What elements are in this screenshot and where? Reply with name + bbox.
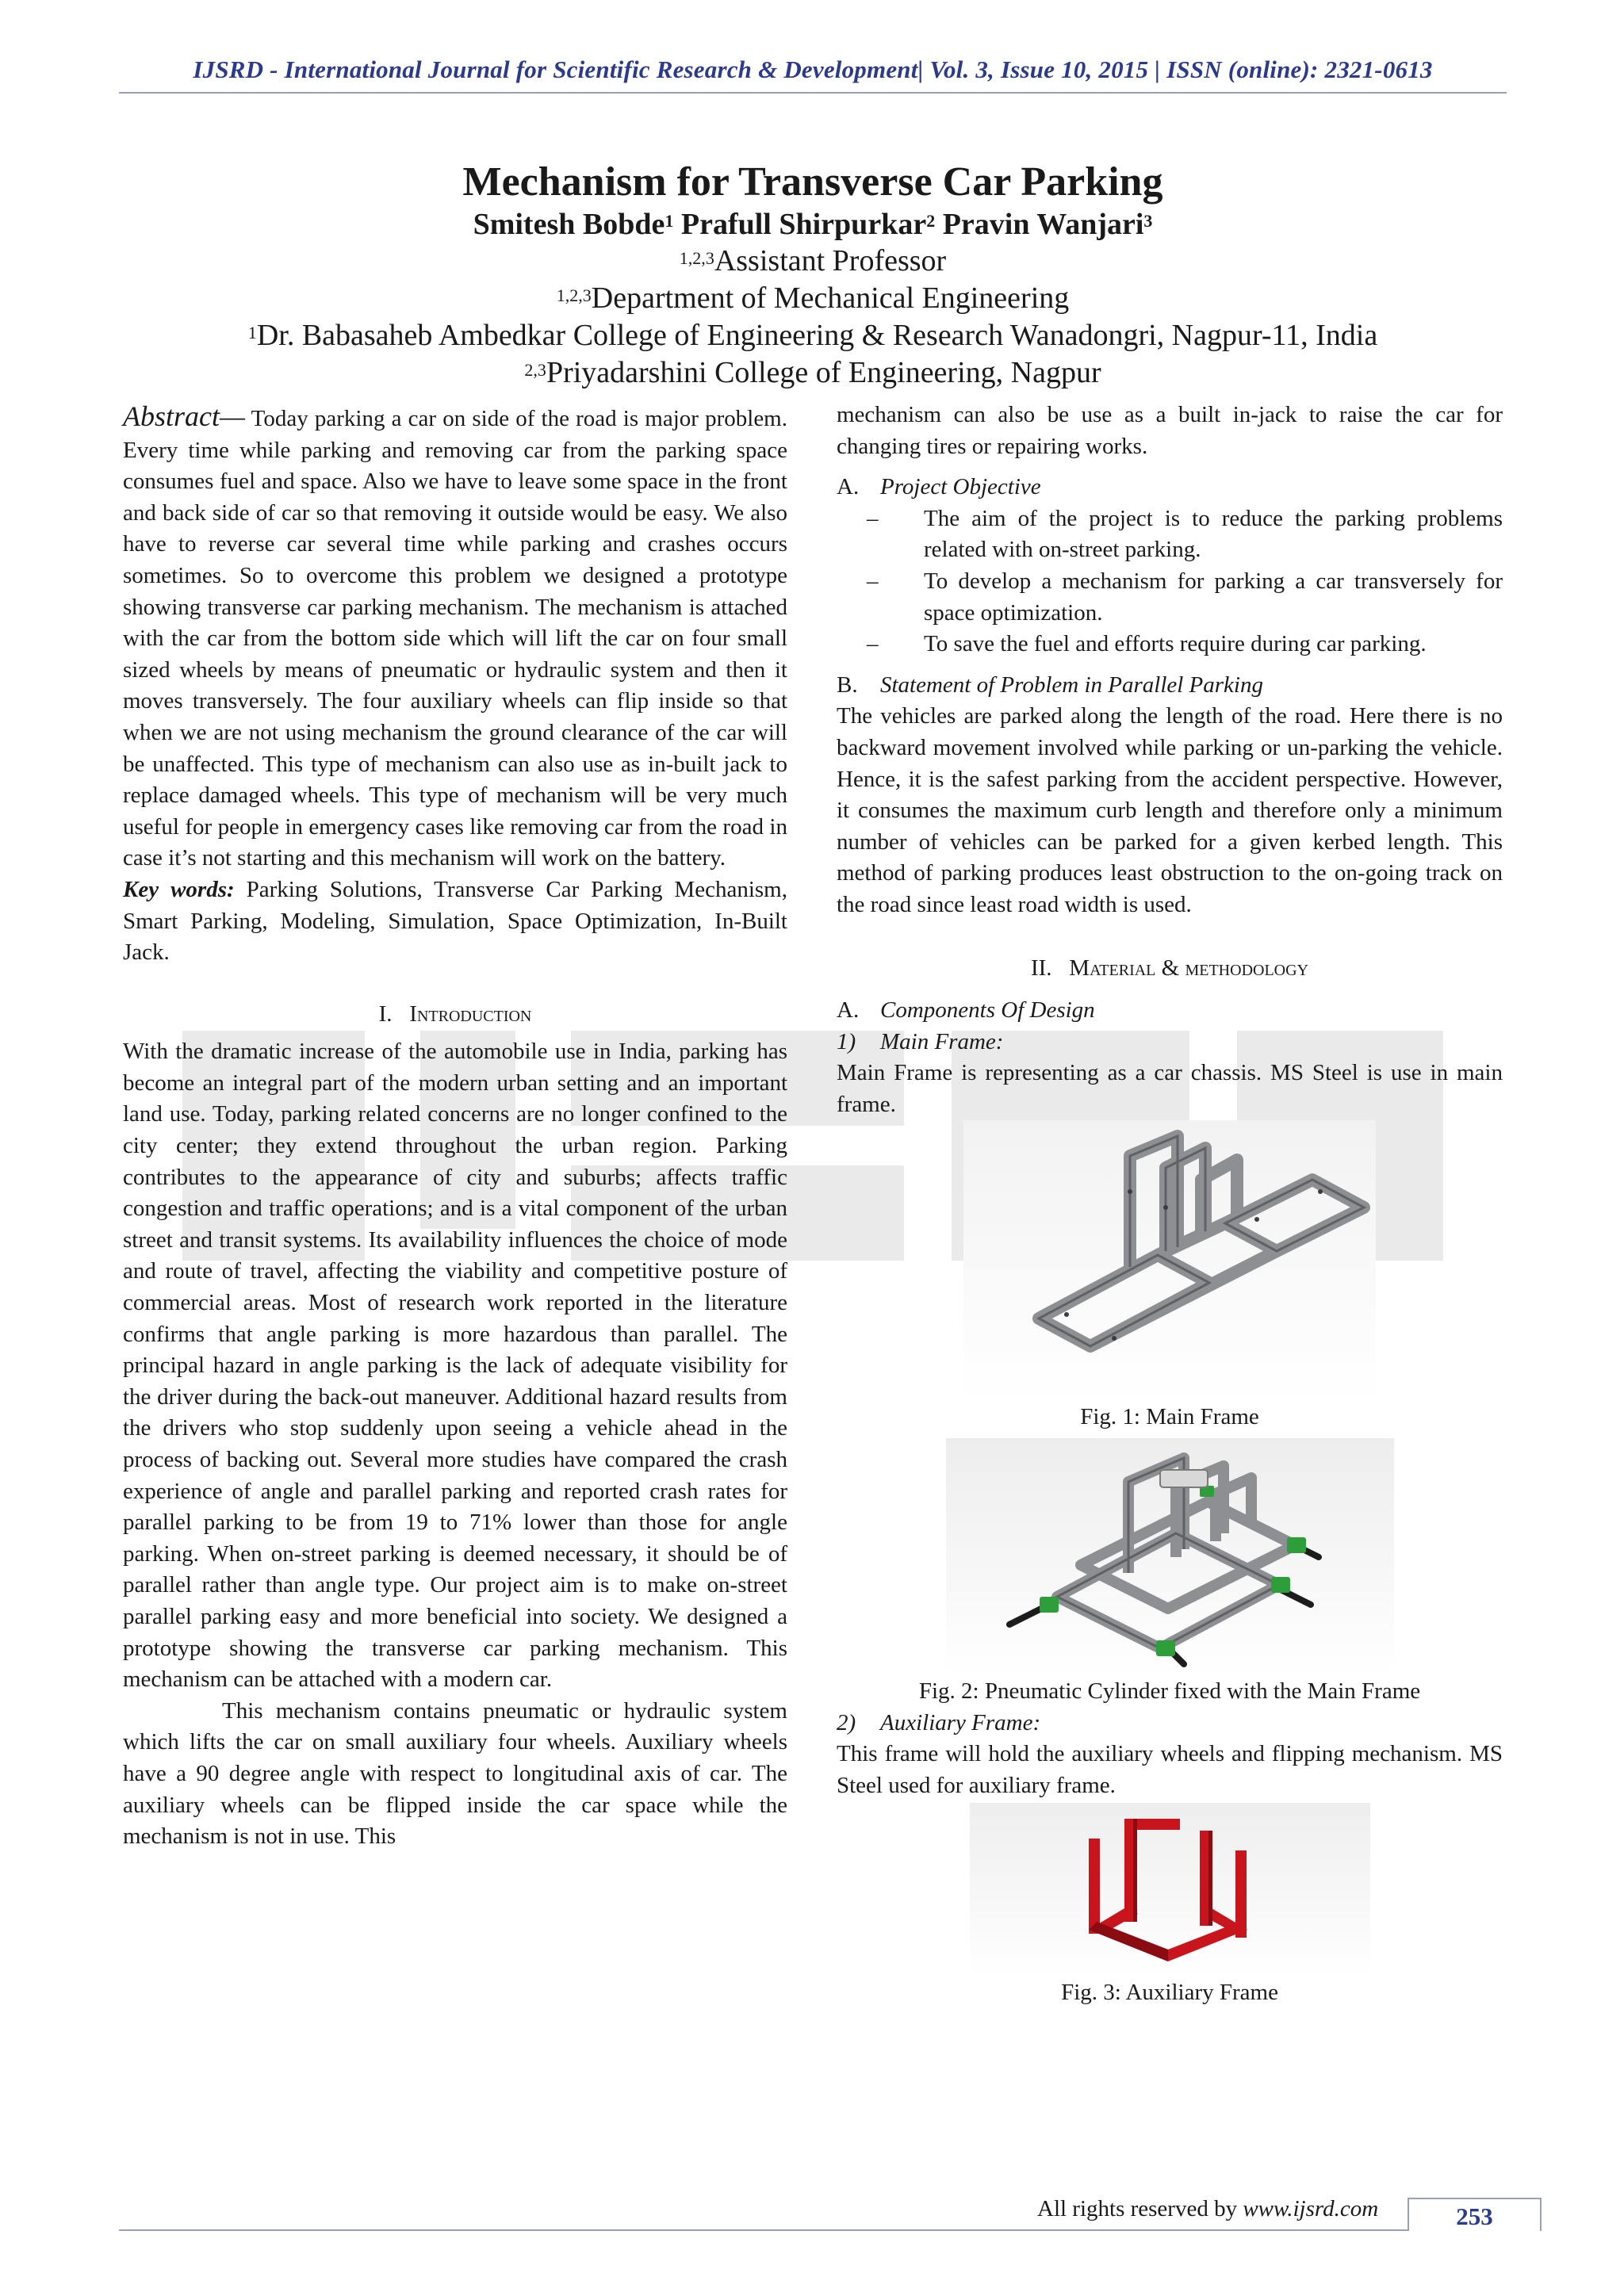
pneumatic-frame-render (946, 1438, 1394, 1676)
item-heading-main-frame: 1) Main Frame: (837, 1028, 1004, 1054)
author-name: Pravin Wanjari (942, 208, 1144, 241)
objective-bullet: – The aim of the project is to reduce the parking problems related with on-street parking. (867, 505, 1503, 563)
header-rule (119, 92, 1507, 94)
abstract-text: Today parking a car on side of the road is major problem. Every time while parking and removing car from the parking space consumes fuel and space. Also we have to leave some space in the front and back side of car so that removing it outside would be easy. We also have to reverse car several time while parking and crashes occurs sometimes. So to overcome this problem we designed a prototype showing transverse car parking mechanism. The mechanism is attached with the car from the bottom side which will lift the car on four small sized wheels by means of pneumatic or hydraulic system and then it moves transversely. The four auxiliary wheels can flip inside so that when we are not using mechanism the ground clearance of the car will be unaffected. This type of mechanism can also use as in-built jack to replace damaged wheels. This type of mechanism will be very much useful for people in emergency cases like removing car from the road in case it’s not starting and this mechanism will work on the battery. (123, 406, 787, 871)
figure-auxiliary-frame (970, 1803, 1370, 1977)
affiliation: $^{1,2,3}$Assistant Professor (679, 244, 947, 277)
footer-rule (119, 2229, 1507, 2231)
right-column (837, 400, 1503, 2009)
running-header: IJSRD - International Journal for Scientific Research & Development| Vol. 3, Issue 10, 2015 | ISSN (online): 2321-0613 (193, 55, 1433, 83)
keywords-label: Key words: (123, 876, 235, 902)
affiliation: $^{2,3}$Priyadarshini College of Engineering, Nagpur (524, 356, 1101, 389)
intro-paragraph: This mechanism contains pneumatic or hydraulic system which lifts the car on small auxiliary four wheels. Auxiliary wheels have a 90 degree angle with respect to longitudinal axis of car. The auxiliary wheels can be flipped inside the car space while the mechanism is not in use. This (123, 1697, 787, 1850)
intro-paragraph-continued: mechanism can also be use as a built in-jack to raise the car for changing tires or repairing works. (837, 402, 1503, 459)
intro-paragraph: With the dramatic increase of the automobile use in India, parking has become an integral part of the modern urban setting and an important land use. Today, parking related concerns are no longer confined to the city center; they extend throughout the urban region. Parking contributes to the appearance of city and suburbs; affects traffic congestion and traffic operations; and is a vital component of the urban street and transit systems. Its availability influences the choice of mode and route of travel, affecting the viability and competitive posture of commercial areas. Most of research work reported in the literature confirms that angle parking is more hazardous than parallel. The principal hazard in angle parking is the lack of adequate visibility for the driver during the back-out maneuver. Additional hazard results from the drivers who stop suddenly upon seeing a vehicle ahead in the process of backing out. Several more studies have compared the crash experience of angle and parallel parking and reported crash rates for parallel parking to be from 19 to 71% lower than those for angle parking. When on-street parking is deemed necessary, it should be of parallel rather than angle type. Our project aim is to make on-street parallel parking easy and more beneficial into society. We designed a prototype showing the transverse car parking mechanism. This mechanism can be attached with a modern car. (123, 1039, 787, 1693)
auxiliary-frame-text: This frame will hold the auxiliary wheels and flipping mechanism. MS Steel used for auxiliary frame. (837, 1741, 1503, 1798)
author-list (119, 206, 1507, 243)
affiliation: $^{1,2,3}$Department of Mechanical Engineering (556, 281, 1070, 315)
page-number: 253 (1408, 2198, 1542, 2231)
main-frame-render (963, 1120, 1376, 1402)
footer-rights: All rights reserved by www.ijsrd.com (1037, 2196, 1379, 2221)
section-heading-methodology: II. Material & methodology (1030, 955, 1309, 981)
subsection-heading-components: A. Components Of Design (837, 997, 1095, 1024)
abstract (123, 401, 787, 874)
author-sup: 2 (926, 211, 936, 231)
problem-paragraph: The vehicles are parked along the length of the road. Here there is no backward movement involved while parking or un-parking the vehicle. Hence, it is the safest parking from the accident perspective. However, it consumes the maximum curb length and therefore only a minimum number of vehicles can be parked for a given kerbed length. This method of parking produces least obstruction to the on-going track on the road since least road width is used. (837, 703, 1503, 917)
auxiliary-frame-render (970, 1803, 1370, 1977)
figure-1-caption: Fig. 1: Main Frame (1080, 1404, 1259, 1430)
subsection-heading-objective: A. Project Objective (837, 474, 1041, 500)
objective-bullet: – To develop a mechanism for parking a car transversely for space optimization. (867, 568, 1503, 626)
objective-bullet: – To save the fuel and efforts require during car parking. (867, 631, 1427, 657)
affiliation: $^1$Dr. Babasaheb Ambedkar College of Engineering & Research Wanadongri, Nagpur-11, India (247, 319, 1378, 352)
figure-3-caption: Fig. 3: Auxiliary Frame (1061, 1980, 1278, 2006)
main-frame-text: Main Frame is representing as a car chassis. MS Steel is use in main frame. (837, 1060, 1503, 1117)
author-sup: 1 (665, 211, 674, 231)
section-heading-introduction: I. Introduction (378, 1001, 532, 1027)
figure-main-frame (963, 1120, 1376, 1402)
title-block (119, 159, 1507, 392)
footer-site-link[interactable]: www.ijsrd.com (1243, 2196, 1379, 2221)
author-name: Smitesh Bobde (473, 208, 665, 241)
keywords-text: Parking Solutions, Transverse Car Parking Mechanism, Smart Parking, Modeling, Simulation, Space Optimization, In-Built Jack. (123, 876, 787, 966)
author-name: Prafull Shirpurkar (680, 208, 927, 241)
author-sup: 3 (1143, 211, 1153, 231)
figure-pneumatic-cylinder (946, 1438, 1394, 1676)
left-column (123, 401, 787, 1853)
keywords (123, 874, 787, 969)
abstract-label: Abstract— (123, 400, 246, 432)
figure-2-caption: Fig. 2: Pneumatic Cylinder fixed with the Main Frame (918, 1678, 1421, 1705)
paper-title: Mechanism for Transverse Car Parking (462, 159, 1163, 205)
subsection-heading-problem: B. Statement of Problem in Parallel Parking (837, 672, 1263, 698)
item-heading-auxiliary-frame: 2) Auxiliary Frame: (837, 1709, 1041, 1735)
